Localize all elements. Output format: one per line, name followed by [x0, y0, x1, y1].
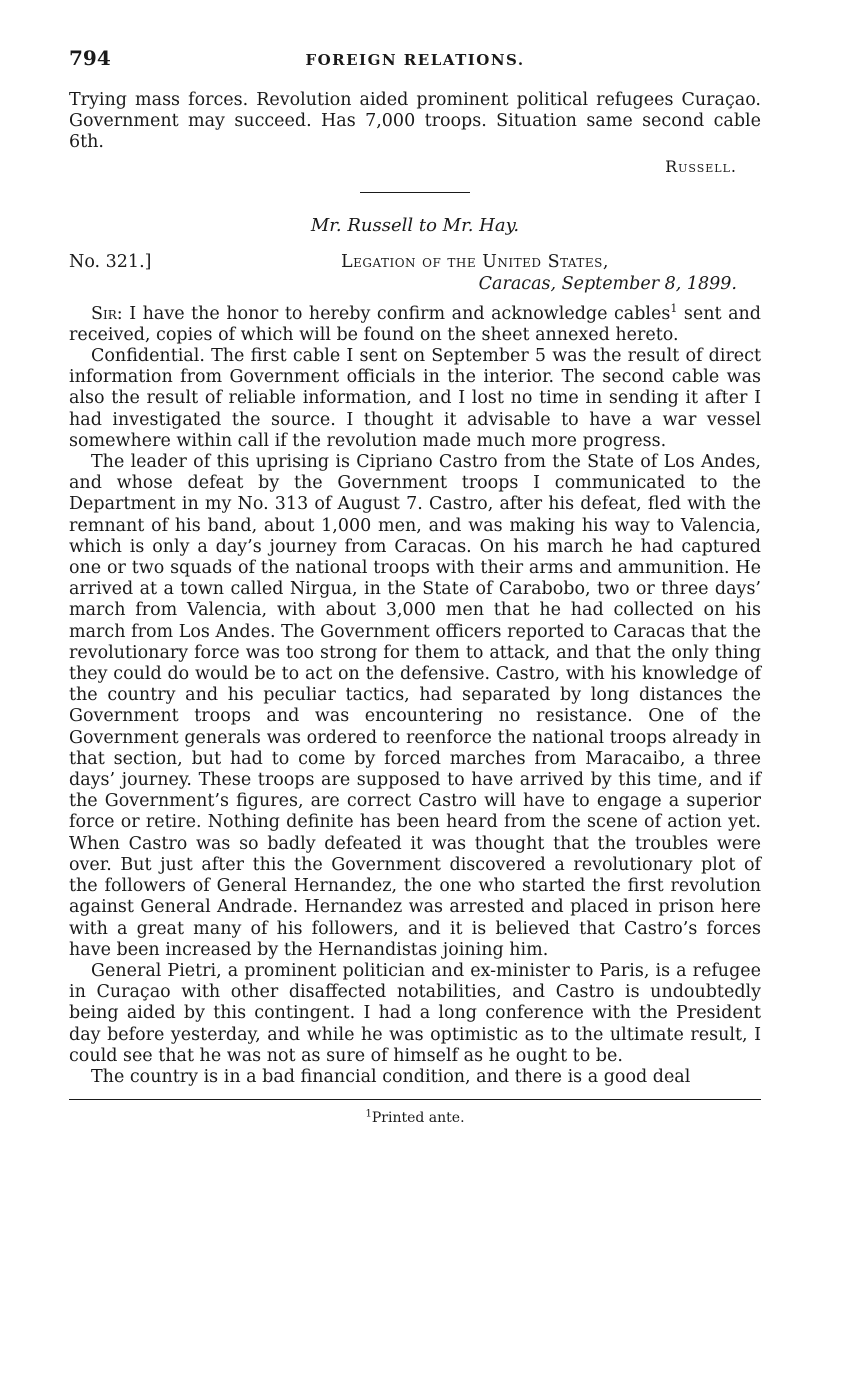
preceding-cable-text: Trying mass forces. Revolution aided prominent political refugees Curaçao. Government may succeed. Has 7,000 troops. Situation same second cable 6th.	[69, 90, 761, 153]
page-header	[69, 42, 761, 72]
paragraph-4: General Pietri, a prominent politician and ex-minister to Paris, is a refugee in Curaçao with other disaffected notabilities, and Castro is undoubtedly being aided by this contingent. I had a long conference with the President day before yesterday, and while he was optimistic as to the ultimate result, I could see that he was not as sure of himself as he ought to be.	[69, 960, 761, 1066]
document-title: Mr. Russell to Mr. Hay.	[310, 214, 520, 236]
page-number: 794	[69, 46, 111, 70]
footnote-mark: 1	[365, 1108, 372, 1120]
legation-heading: Legation of the United States,	[341, 251, 609, 272]
paragraph-1	[69, 301, 761, 346]
paragraph-1-text: I have the honor to hereby confirm and acknowledge cables	[122, 303, 671, 324]
footnote-divider	[69, 1099, 761, 1100]
footnote-text: Printed ante.	[371, 1110, 465, 1127]
salutation: Sir:	[91, 303, 123, 324]
place-and-date: Caracas, September 8, 1899.	[478, 273, 737, 294]
dateline	[69, 252, 761, 298]
paragraph-2: Confidential. The first cable I sent on September 5 was the result of direct information from Government officials in the interior. The second cable was also the result of reliable information, and I lost no time in sending it after I had investigated the source. I thought it advisable to have a war vessel somewhere within call if the revolution made much more progress.	[69, 346, 761, 451]
footnote	[69, 1110, 761, 1126]
footnote-reference: 1	[670, 301, 678, 315]
paragraph-5: The country is in a bad financial condition, and there is a good deal	[91, 1066, 691, 1087]
document-page	[69, 42, 761, 1126]
paragraph-1-rest: sent and received, copies of which will be found on the sheet annexed hereto.	[69, 303, 761, 345]
letter-body	[69, 301, 761, 1089]
paragraph-3: The leader of this uprising is Cipriano Castro from the State of Los Andes, and whose defeat by the Government troops I communicated to the Department in my No. 313 of August 7. Castro, after his defeat, fled with the remnant of his band, about 1,000 men, and was making his way to Valencia, which is only a day’s journey from Caracas. On his march he had captured one or two squads of the national troops with their arms and ammunition. He arrived at a town called Nirgua, in the State of Carabobo, two or three days’ march from Valencia, with about 3,000 men that he had collected on his march from Los Andes. The Government officers reported to Caracas that the revolutionary force was too strong for them to attack, and that the only thing they could do would be to act on the defensive. Castro, with his knowledge of the country and his peculiar tactics, had separated by long distances the Government troops and was encountering no resistance. One of the Government generals was ordered to reenforce the national troops already in that section, but had to come by forced marches from Maracaibo, a three days’ journey. These troops are supposed to have arrived by this time, and if the Government’s figures, are correct Castro will have to engage a superior force or retire. Nothing definite has been heard from the scene of action yet. When Castro was so badly defeated it was thought that the troubles were over. But just after this the Government discovered a revolutionary plot of the followers of General Hernandez, the one who started the first revolution against General Andrade. Hernandez was arrested and placed in prison here with a great many of his followers, and it is believed that Castro’s forces have been increased by the Hernandistas joining him.	[69, 452, 761, 960]
section-divider	[360, 192, 470, 193]
document-number: No. 321.]	[69, 251, 152, 272]
preceding-signature: Russell.	[665, 156, 737, 176]
running-head: FOREIGN RELATIONS.	[305, 51, 525, 69]
